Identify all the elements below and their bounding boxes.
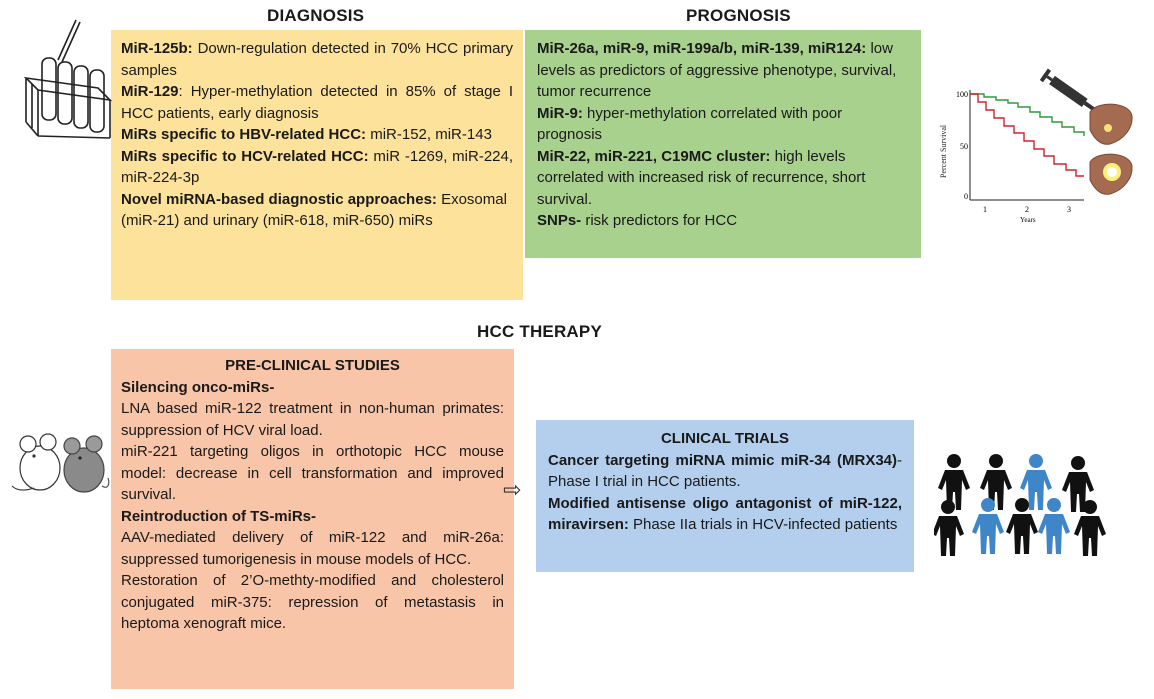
diagnosis-item: MiRs specific to HBV-related HCC: miR-152, miR-143 [121, 126, 492, 143]
people-group-icon [934, 442, 1106, 564]
survival-ylabel: Percent Survival [939, 124, 948, 178]
prognosis-item: MiR-9: hyper-methylation correlated with poor prognosis [537, 104, 843, 143]
diagnosis-item: MiRs specific to HCV-related HCC: miR -1269, miR-224, miR-224-3p [121, 147, 514, 186]
liver-icon [1090, 104, 1132, 144]
diagnosis-heading: DIAGNOSIS [267, 6, 365, 25]
x-tick: 1 [983, 205, 987, 214]
clinical-item: Modified antisense oligo antagonist of miR-122, miravirsen: Phase IIa trials in HCV-infected patients [548, 494, 902, 533]
prognosis-item: MiR-26a, miR-9, miR-199a/b, miR-139, miR124: low levels as predictors of aggressive phenotype, survival, tumor recurrence [537, 40, 897, 100]
silencing-heading: Silencing onco-miRs- [121, 378, 275, 396]
preclinical-item: LNA based miR-122 treatment in non-human primates: suppression of HCV viral load. [121, 400, 504, 439]
survival-curve-good [970, 94, 1084, 136]
reintroduction-heading: Reintroduction of TS-miRs- [121, 507, 316, 525]
preclinical-item: Restoration of 2’O-methty-modified and cholesterol conjugated miR-375: repression of metastasis in heptoma xenograft mice. [121, 572, 504, 632]
preclinical-box [111, 349, 514, 689]
diagnosis-box [111, 30, 523, 300]
y-tick: 100 [956, 90, 968, 99]
prognosis-heading: PROGNOSIS [686, 6, 791, 25]
mice-icon [8, 428, 112, 496]
prognosis-item: MiR-22, miR-221, C19MC cluster: high levels correlated with increased risk of recurrence, short survival. [537, 147, 866, 208]
prognosis-item: SNPs- risk predictors for HCC [537, 212, 738, 229]
preclinical-item: miR-221 targeting oligos in orthotopic HCC mouse model: decrease in cell transformation and improved survival. [121, 443, 504, 503]
x-tick: 2 [1025, 205, 1029, 214]
preclinical-title: PRE-CLINICAL STUDIES [225, 357, 400, 374]
prognosis-box [525, 30, 921, 258]
person-icon [1074, 500, 1106, 556]
tumor-liver-icon [1090, 154, 1132, 194]
diagnosis-item: Novel miRNA-based diagnostic approaches: Exosomal (miR-21) and urinary (miR-618, miR-650) miRs [121, 190, 507, 229]
y-tick: 0 [964, 192, 968, 201]
hcc-therapy-heading: HCC THERAPY [477, 322, 602, 341]
clinical-trials-box [536, 420, 914, 572]
gray-mouse-icon [64, 436, 109, 492]
preclinical-item: AAV-mediated delivery of miR-122 and miR-26a: suppressed tumorigenesis in mouse models of HCC. [121, 529, 504, 568]
diagnosis-item: MiR-125b: Down-regulation detected in 70% HCC primary samples [121, 40, 513, 79]
survival-chart [934, 66, 1134, 226]
clinical-item: Cancer targeting miRNA mimic miR-34 (MRX34)- Phase I trial in HCC patients. [548, 451, 902, 490]
test-tubes-icon [18, 18, 114, 140]
person-icon [938, 454, 970, 510]
white-mouse-icon [12, 434, 60, 490]
arrow-right-icon: ⇨ [503, 478, 522, 503]
survival-xlabel: Years [1020, 216, 1036, 224]
y-tick: 50 [960, 142, 968, 151]
diagnosis-item: MiR-129: Hyper-methylation detected in 85% of stage I HCC patients, early diagnosis [121, 83, 513, 122]
x-tick: 3 [1067, 205, 1071, 214]
clinical-title: CLINICAL TRIALS [660, 430, 790, 447]
